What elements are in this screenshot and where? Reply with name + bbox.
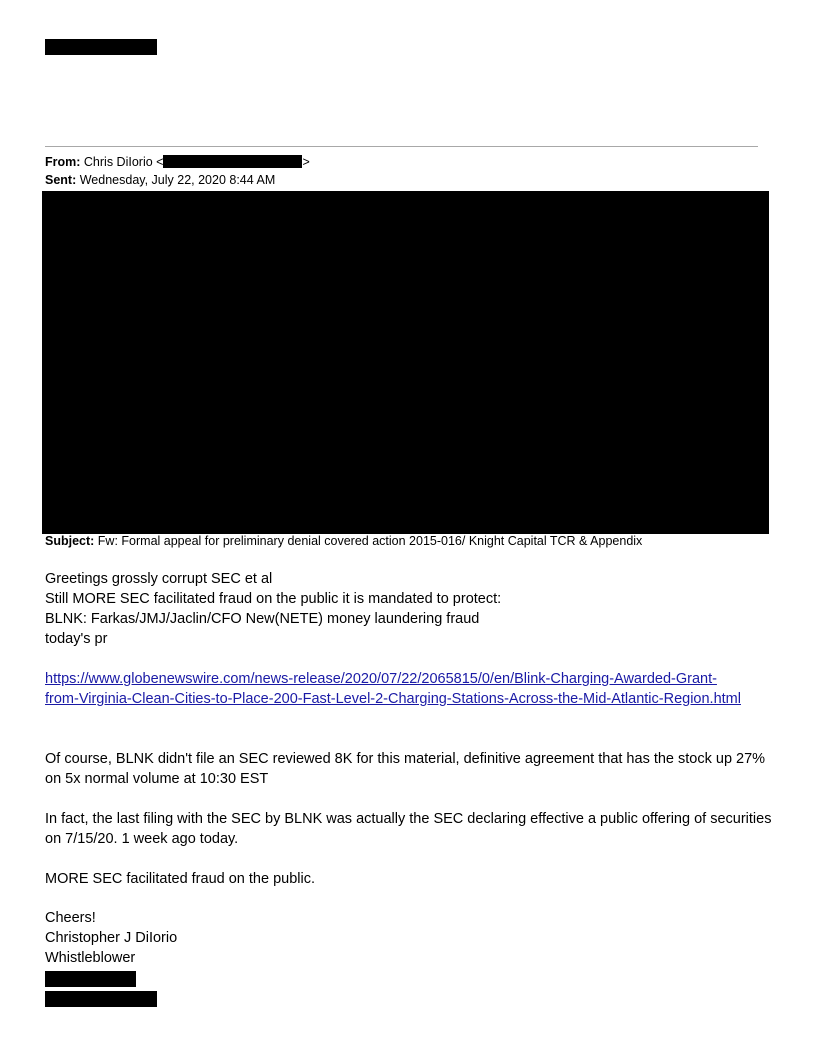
redaction-block-signature-2	[45, 991, 157, 1007]
paragraph-last-filing	[45, 809, 771, 849]
body-line: Greetings grossly corrupt SEC et al	[45, 571, 273, 587]
redaction-block-signature-1	[45, 971, 136, 987]
from-line	[45, 154, 310, 170]
body-line: Still MORE SEC facilitated fraud on the public it is mandated to protect:	[45, 591, 502, 607]
signoff-block	[45, 908, 771, 968]
body-line: BLNK: Farkas/JMJ/Jaclin/CFO New(NETE) money laundering fraud	[45, 611, 480, 627]
news-link-line-2[interactable]: from-Virginia-Clean-Cities-to-Place-200-Fast-Level-2-Charging-Stations-Across-the-Mid-Atlantic-Region.html	[45, 691, 741, 707]
subject-value: Fw: Formal appeal for preliminary denial covered action 2015-016/ Knight Capital TCR & Appendix	[97, 534, 643, 548]
news-link-line-1[interactable]: https://www.globenewswire.com/news-release/2020/07/22/2065815/0/en/Blink-Charging-Awarded-Grant-	[45, 671, 717, 687]
subject-line	[45, 533, 642, 549]
body-line: MORE SEC facilitated fraud on the public.	[45, 871, 315, 887]
from-label: From:	[45, 155, 81, 169]
body-line: In fact, the last filing with the SEC by BLNK was actually the SEC declaring effective a public offering of securities	[45, 811, 772, 827]
redaction-block-recipients	[42, 191, 769, 534]
paragraph-fraud	[45, 869, 771, 889]
from-name: Chris DiIorio <	[83, 155, 164, 169]
sent-label: Sent:	[45, 173, 77, 187]
body-line: on 5x normal volume at 10:30 EST	[45, 771, 269, 787]
signoff-name: Christopher J DiIorio	[45, 930, 178, 946]
signoff-line: Cheers!	[45, 910, 96, 926]
body-line: today's pr	[45, 631, 108, 647]
greeting-block	[45, 569, 771, 649]
signoff-title: Whistleblower	[45, 950, 136, 966]
paragraph-filing	[45, 749, 771, 789]
header-divider	[45, 146, 758, 147]
from-close: >	[302, 155, 310, 169]
redaction-block-top	[45, 39, 157, 55]
subject-label: Subject:	[45, 534, 95, 548]
sent-line	[45, 172, 275, 188]
sent-value: Wednesday, July 22, 2020 8:44 AM	[79, 173, 276, 187]
body-line: Of course, BLNK didn't file an SEC reviewed 8K for this material, definitive agreement that has the stock up 27%	[45, 751, 766, 767]
body-line: on 7/15/20. 1 week ago today.	[45, 831, 239, 847]
redacted-email	[163, 155, 302, 168]
news-link-block[interactable]	[45, 669, 771, 709]
